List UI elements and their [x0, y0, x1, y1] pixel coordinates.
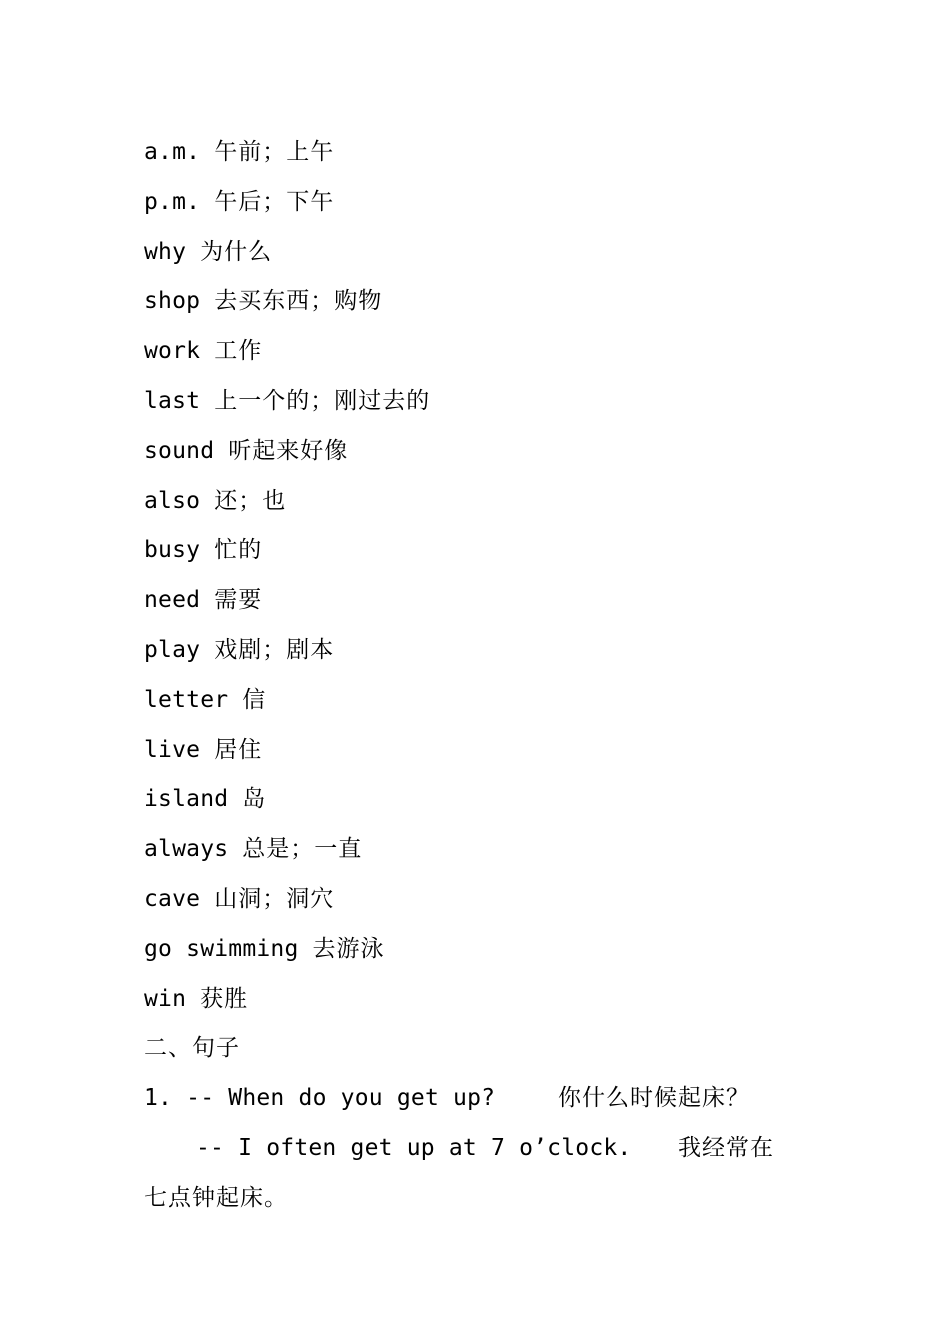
sentence-chinese: 我经常在 — [678, 1134, 774, 1161]
vocab-entry — [144, 477, 794, 527]
vocab-word: last — [144, 387, 201, 414]
vocab-word: always — [144, 836, 229, 863]
vocab-word: live — [144, 736, 201, 763]
vocab-meaning: 还；也 — [214, 487, 287, 514]
vocab-entry — [144, 676, 794, 726]
vocab-entry — [144, 576, 794, 626]
vocab-meaning: 戏剧；剧本 — [214, 636, 335, 663]
vocab-word: play — [144, 636, 201, 663]
vocab-word: sound — [144, 437, 215, 464]
vocab-entry — [144, 128, 794, 178]
sentence-english: -- I often get up at 7 o’clock. — [196, 1134, 632, 1161]
sentence-chinese-continuation: 七点钟起床。 — [144, 1184, 288, 1211]
vocab-entry — [144, 825, 794, 875]
vocab-entry — [144, 178, 794, 228]
vocab-word: letter — [144, 686, 229, 713]
vocab-meaning: 午后；下午 — [214, 188, 335, 215]
vocab-word: island — [144, 786, 229, 813]
vocab-meaning: 获胜 — [200, 985, 249, 1012]
vocab-meaning: 上一个的；刚过去的 — [214, 387, 431, 414]
vocab-entry — [144, 327, 794, 377]
vocab-meaning: 去买东西；购物 — [214, 288, 383, 315]
sentence-answer — [144, 1124, 794, 1174]
vocab-meaning: 去游泳 — [312, 935, 385, 962]
document-content — [144, 128, 794, 1224]
vocab-word: need — [144, 587, 201, 614]
vocab-meaning: 为什么 — [200, 238, 273, 265]
vocab-meaning: 山洞；洞穴 — [214, 885, 335, 912]
vocab-entry — [144, 526, 794, 576]
vocab-meaning: 总是；一直 — [242, 836, 363, 863]
vocab-entry — [144, 228, 794, 278]
section-heading: 二、句子 — [144, 1035, 240, 1062]
vocab-meaning: 工作 — [214, 338, 263, 365]
vocab-word: also — [144, 487, 201, 514]
vocab-meaning: 居住 — [214, 736, 263, 763]
vocab-entry — [144, 975, 794, 1025]
vocab-word: a.m. — [144, 139, 201, 165]
vocab-entry — [144, 726, 794, 776]
vocab-meaning: 信 — [242, 686, 267, 713]
vocab-word: go swimming — [144, 935, 299, 962]
vocab-entry — [144, 775, 794, 825]
vocab-meaning: 听起来好像 — [228, 437, 349, 464]
sentence-question — [144, 1074, 794, 1124]
vocab-meaning: 忙的 — [214, 537, 263, 564]
vocab-meaning: 需要 — [214, 587, 263, 614]
sentence-chinese: 你什么时候起床？ — [558, 1085, 750, 1112]
vocab-word: work — [144, 338, 201, 365]
vocab-word: busy — [144, 537, 201, 564]
vocab-word: shop — [144, 288, 201, 315]
vocab-entry — [144, 277, 794, 327]
vocab-word: why — [144, 238, 187, 265]
vocab-meaning: 岛 — [242, 786, 267, 813]
vocab-entry — [144, 377, 794, 427]
vocab-entry — [144, 427, 794, 477]
vocab-word: win — [144, 985, 187, 1012]
vocab-meaning: 午前；上午 — [214, 139, 335, 165]
vocab-word: p.m. — [144, 188, 201, 215]
vocab-entry — [144, 925, 794, 975]
vocab-entry — [144, 626, 794, 676]
vocab-entry — [144, 875, 794, 925]
vocab-word: cave — [144, 885, 201, 912]
sentence-english: 1. -- When do you get up? — [144, 1085, 496, 1112]
